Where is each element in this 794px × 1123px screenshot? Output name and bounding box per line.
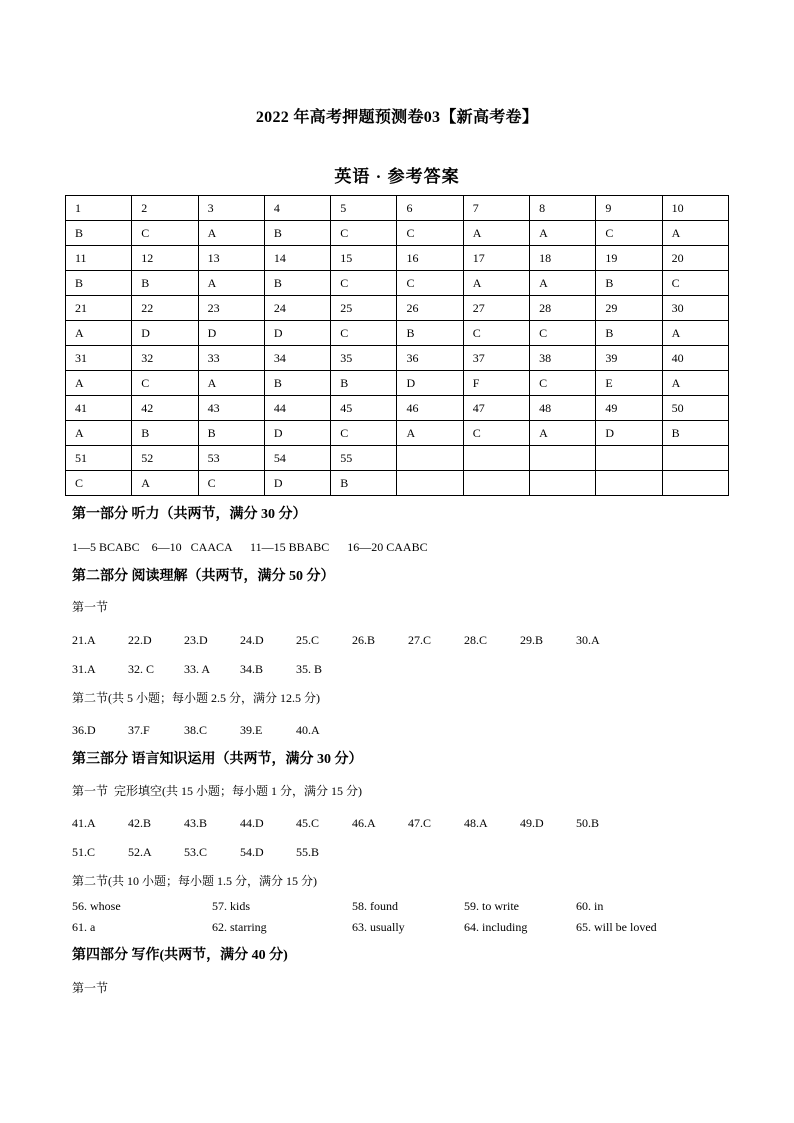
fill-answer-item: 65. will be loved <box>576 920 657 934</box>
question-number-cell: 25 <box>331 296 397 321</box>
answer-cell: C <box>530 321 596 346</box>
answer-cell: C <box>132 371 198 396</box>
answer-table <box>65 195 729 496</box>
question-number-cell: 46 <box>397 396 463 421</box>
part2-section2-label: 第二节(共 5 小题；每小题 2.5 分，满分 12.5 分) <box>72 691 320 705</box>
answer-cell: D <box>264 421 330 446</box>
answer-item: 24.D <box>240 633 264 647</box>
question-number-cell: 35 <box>331 346 397 371</box>
answer-item: 55.B <box>296 845 320 859</box>
answer-cell: C <box>331 271 397 296</box>
question-number-cell: 50 <box>662 396 728 421</box>
answer-item: 47.C <box>408 816 432 830</box>
answer-cell: A <box>530 221 596 246</box>
answer-cell: C <box>331 321 397 346</box>
answer-cell: C <box>397 221 463 246</box>
question-number-cell: 7 <box>463 196 529 221</box>
question-number-cell: 11 <box>66 246 132 271</box>
question-number-cell: 49 <box>596 396 662 421</box>
question-number-cell: 2 <box>132 196 198 221</box>
fill-answer-item: 59. to write <box>464 899 519 913</box>
answer-cell: C <box>662 271 728 296</box>
question-number-cell: 47 <box>463 396 529 421</box>
question-number-cell: 33 <box>198 346 264 371</box>
document-title: 2022 年高考押题预测卷03【新高考卷】 <box>255 109 539 126</box>
answer-cell: C <box>66 471 132 496</box>
question-number-cell: 9 <box>596 196 662 221</box>
answer-row <box>66 321 729 346</box>
answer-item: 29.B <box>520 633 544 647</box>
answer-cell: B <box>264 371 330 396</box>
part1-answers: 1—5 BCABC 6—10 CAACA 11—15 BBABC 16—20 CAABC <box>72 540 428 554</box>
answer-cell: D <box>596 421 662 446</box>
question-number-cell: 29 <box>596 296 662 321</box>
question-number-row <box>66 446 729 471</box>
answer-item: 32. C <box>128 662 155 676</box>
question-number-cell: 17 <box>463 246 529 271</box>
question-number-cell: 30 <box>662 296 728 321</box>
question-number-cell: 48 <box>530 396 596 421</box>
answer-cell: B <box>66 221 132 246</box>
answer-cell: A <box>66 421 132 446</box>
question-number-cell: 28 <box>530 296 596 321</box>
question-number-cell: 39 <box>596 346 662 371</box>
question-number-cell: 19 <box>596 246 662 271</box>
question-number-cell: 15 <box>331 246 397 271</box>
answer-cell <box>463 471 529 496</box>
question-number-cell <box>530 446 596 471</box>
question-number-cell: 8 <box>530 196 596 221</box>
question-number-cell: 21 <box>66 296 132 321</box>
answer-cell: C <box>198 471 264 496</box>
answer-cell: D <box>264 471 330 496</box>
part3-section1-row1 <box>72 816 632 831</box>
answer-item: 35. B <box>296 662 323 676</box>
answer-item: 25.C <box>296 633 320 647</box>
question-number-cell: 4 <box>264 196 330 221</box>
question-number-cell: 16 <box>397 246 463 271</box>
question-number-row <box>66 296 729 321</box>
answer-row <box>66 271 729 296</box>
answer-cell: D <box>264 321 330 346</box>
question-number-cell: 18 <box>530 246 596 271</box>
answer-cell: F <box>463 371 529 396</box>
answer-cell: A <box>662 321 728 346</box>
question-number-cell: 53 <box>198 446 264 471</box>
answer-item: 37.F <box>128 723 150 737</box>
question-number-cell: 1 <box>66 196 132 221</box>
question-number-cell: 14 <box>264 246 330 271</box>
answer-item: 23.D <box>184 633 208 647</box>
answer-item: 26.B <box>352 633 376 647</box>
answer-row <box>66 471 729 496</box>
part2-section2-row <box>72 723 352 738</box>
question-number-cell <box>662 446 728 471</box>
question-number-cell: 26 <box>397 296 463 321</box>
part1-heading: 第一部分 听力（共两节，满分 30 分） <box>72 507 307 522</box>
part2-section1-row1 <box>72 633 632 648</box>
answer-cell: B <box>264 221 330 246</box>
answer-item: 40.A <box>296 723 320 737</box>
answer-cell: B <box>662 421 728 446</box>
answer-cell: C <box>331 421 397 446</box>
answer-item: 27.C <box>408 633 432 647</box>
answer-cell: A <box>530 421 596 446</box>
answer-item: 44.D <box>240 816 264 830</box>
answer-item: 38.C <box>184 723 208 737</box>
answer-cell: B <box>596 271 662 296</box>
question-number-cell: 31 <box>66 346 132 371</box>
fill-answer-item: 58. found <box>352 899 398 913</box>
question-number-cell: 22 <box>132 296 198 321</box>
question-number-cell: 6 <box>397 196 463 221</box>
question-number-row <box>66 196 729 221</box>
part4-section1-label: 第一节 <box>72 981 109 995</box>
fill-answer-item: 61. a <box>72 920 96 934</box>
answer-cell: C <box>397 271 463 296</box>
answer-cell: A <box>397 421 463 446</box>
question-number-row <box>66 246 729 271</box>
part2-section1-label: 第一节 <box>72 600 109 614</box>
answer-item: 48.A <box>464 816 488 830</box>
question-number-cell: 34 <box>264 346 330 371</box>
answer-row <box>66 221 729 246</box>
answer-cell: D <box>132 321 198 346</box>
question-number-cell: 24 <box>264 296 330 321</box>
question-number-cell: 37 <box>463 346 529 371</box>
answer-item: 45.C <box>296 816 320 830</box>
answer-item: 21.A <box>72 633 96 647</box>
question-number-cell <box>397 446 463 471</box>
answer-item: 30.A <box>576 633 600 647</box>
fill-answer-item: 62. starring <box>212 920 267 934</box>
answer-cell <box>530 471 596 496</box>
part2-section1-row2 <box>72 662 352 677</box>
question-number-cell: 38 <box>530 346 596 371</box>
answer-cell: A <box>66 321 132 346</box>
answer-cell: B <box>132 421 198 446</box>
question-number-cell: 23 <box>198 296 264 321</box>
question-number-row <box>66 396 729 421</box>
question-number-cell: 54 <box>264 446 330 471</box>
question-number-cell: 13 <box>198 246 264 271</box>
fill-answer-item: 56. whose <box>72 899 121 913</box>
question-number-cell: 55 <box>331 446 397 471</box>
question-number-cell <box>463 446 529 471</box>
answer-cell: B <box>596 321 662 346</box>
answer-item: 28.C <box>464 633 488 647</box>
answer-item: 46.A <box>352 816 376 830</box>
answer-cell: A <box>463 221 529 246</box>
fill-answer-item: 64. including <box>464 920 528 934</box>
question-number-cell: 43 <box>198 396 264 421</box>
answer-cell: B <box>198 421 264 446</box>
answer-cell: C <box>463 421 529 446</box>
question-number-cell: 52 <box>132 446 198 471</box>
answer-item: 39.E <box>240 723 263 737</box>
answer-cell: A <box>662 221 728 246</box>
answer-cell: D <box>198 321 264 346</box>
answer-cell: A <box>198 371 264 396</box>
question-number-cell: 41 <box>66 396 132 421</box>
question-number-cell: 27 <box>463 296 529 321</box>
answer-cell: D <box>397 371 463 396</box>
question-number-cell: 32 <box>132 346 198 371</box>
answer-cell: C <box>132 221 198 246</box>
answer-cell: A <box>530 271 596 296</box>
answer-cell: C <box>596 221 662 246</box>
answer-item: 50.B <box>576 816 600 830</box>
answer-cell: B <box>331 471 397 496</box>
question-number-cell: 36 <box>397 346 463 371</box>
answer-item: 36.D <box>72 723 96 737</box>
question-number-cell: 45 <box>331 396 397 421</box>
answer-cell: A <box>662 371 728 396</box>
part3-section1-label: 第一节 完形填空(共 15 小题；每小题 1 分，满分 15 分) <box>72 784 362 798</box>
question-number-cell: 40 <box>662 346 728 371</box>
answer-item: 43.B <box>184 816 208 830</box>
question-number-cell: 5 <box>331 196 397 221</box>
answer-item: 42.B <box>128 816 152 830</box>
question-number-cell: 12 <box>132 246 198 271</box>
answer-item: 33. A <box>184 662 211 676</box>
answer-row <box>66 421 729 446</box>
question-number-row <box>66 346 729 371</box>
fill-answer-item: 60. in <box>576 899 604 913</box>
question-number-cell <box>596 446 662 471</box>
answer-cell <box>662 471 728 496</box>
answer-item: 41.A <box>72 816 96 830</box>
answer-item: 22.D <box>128 633 152 647</box>
answer-cell: C <box>331 221 397 246</box>
part4-heading: 第四部分 写作(共两节，满分 40 分) <box>72 948 288 963</box>
answer-item: 34.B <box>240 662 264 676</box>
fill-answer-item: 57. kids <box>212 899 251 913</box>
question-number-cell: 20 <box>662 246 728 271</box>
document-subtitle: 英语 · 参考答案 <box>334 167 460 186</box>
answer-cell: A <box>198 221 264 246</box>
answer-cell: B <box>66 271 132 296</box>
question-number-cell: 10 <box>662 196 728 221</box>
answer-cell: A <box>198 271 264 296</box>
question-number-cell: 42 <box>132 396 198 421</box>
answer-item: 49.D <box>520 816 544 830</box>
part2-heading: 第二部分 阅读理解（共两节，满分 50 分） <box>72 569 335 584</box>
answer-cell: B <box>397 321 463 346</box>
question-number-cell: 51 <box>66 446 132 471</box>
answer-cell: B <box>132 271 198 296</box>
answer-item: 52.A <box>128 845 152 859</box>
answer-cell: A <box>132 471 198 496</box>
answer-cell: E <box>596 371 662 396</box>
answer-item: 54.D <box>240 845 264 859</box>
answer-item: 51.C <box>72 845 96 859</box>
answer-item: 53.C <box>184 845 208 859</box>
answer-cell <box>397 471 463 496</box>
part3-heading: 第三部分 语言知识运用（共两节，满分 30 分） <box>72 752 363 767</box>
part3-section2-label: 第二节(共 10 小题；每小题 1.5 分，满分 15 分) <box>72 874 317 888</box>
fill-answer-item: 63. usually <box>352 920 405 934</box>
answer-cell: B <box>331 371 397 396</box>
answer-cell: B <box>264 271 330 296</box>
part3-section1-row2 <box>72 845 352 860</box>
answer-item: 31.A <box>72 662 96 676</box>
answer-cell: A <box>66 371 132 396</box>
question-number-cell: 44 <box>264 396 330 421</box>
question-number-cell: 3 <box>198 196 264 221</box>
answer-cell: A <box>463 271 529 296</box>
answer-cell: C <box>463 321 529 346</box>
answer-cell: C <box>530 371 596 396</box>
answer-cell <box>596 471 662 496</box>
answer-row <box>66 371 729 396</box>
